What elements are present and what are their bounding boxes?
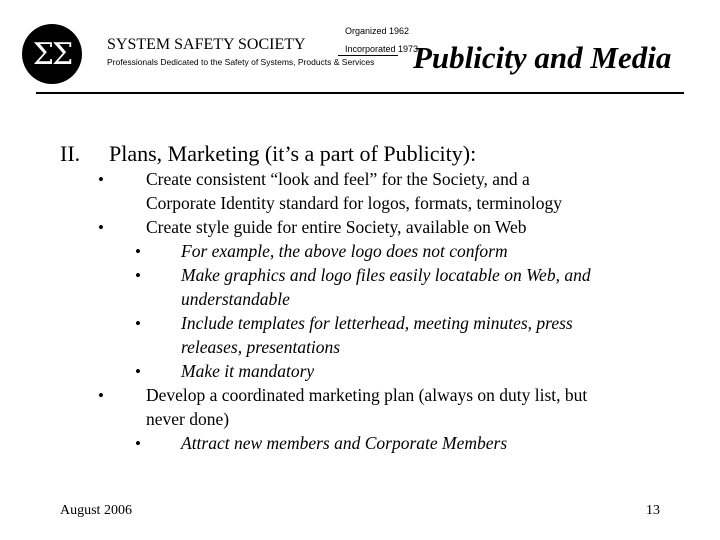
logo-divider <box>338 55 398 56</box>
bullet-3-line-2: never done) <box>146 409 230 429</box>
slide-title: Publicity and Media <box>413 40 672 75</box>
bullet-2-line-1: Create style guide for entire Society, available on Web <box>146 217 527 237</box>
sub-bullet-marker: • <box>135 434 141 453</box>
footer-date: August 2006 <box>60 503 132 518</box>
society-logo-sigma-icon: ΣΣ <box>22 24 82 84</box>
page-number: 13 <box>646 503 660 518</box>
bullet-1-line-2: Corporate Identity standard for logos, formats, terminology <box>146 193 563 213</box>
sub-bullet-2-1-line-1: For example, the above logo does not conform <box>181 241 508 261</box>
sub-bullet-marker: • <box>135 362 141 381</box>
sub-bullet-2-2-line-1: Make graphics and logo files easily locatable on Web, and <box>181 265 591 285</box>
section-title: Plans, Marketing (it’s a part of Publicity): <box>109 141 477 166</box>
society-name: SYSTEM SAFETY SOCIETY <box>107 36 306 53</box>
sub-bullet-2-4-line-1: Make it mandatory <box>181 361 315 381</box>
incorporated-year: Incorporated 1973 <box>345 44 419 54</box>
sub-bullet-3-1-line-1: Attract new members and Corporate Members <box>181 433 508 453</box>
sub-bullet-marker: • <box>135 266 141 285</box>
sub-bullet-marker: • <box>135 314 141 333</box>
sub-bullet-2-2-line-2: understandable <box>181 289 290 309</box>
sub-bullet-marker: • <box>135 242 141 261</box>
organized-year: Organized 1962 <box>345 26 410 36</box>
sub-bullet-2-3-line-2: releases, presentations <box>181 337 341 357</box>
bullet-1-line-1: Create consistent “look and feel” for the Society, and a <box>146 169 530 189</box>
bullet-marker: • <box>98 170 104 189</box>
header-divider <box>36 92 684 94</box>
bullet-marker: • <box>98 386 104 405</box>
bullet-3-line-1: Develop a coordinated marketing plan (always on duty list, but <box>146 385 588 405</box>
sub-bullet-2-3-line-1: Include templates for letterhead, meeting minutes, press <box>181 313 573 333</box>
section-number: II. <box>60 141 81 166</box>
society-tagline: Professionals Dedicated to the Safety of Systems, Products & Services <box>107 57 375 67</box>
bullet-marker: • <box>98 218 104 237</box>
